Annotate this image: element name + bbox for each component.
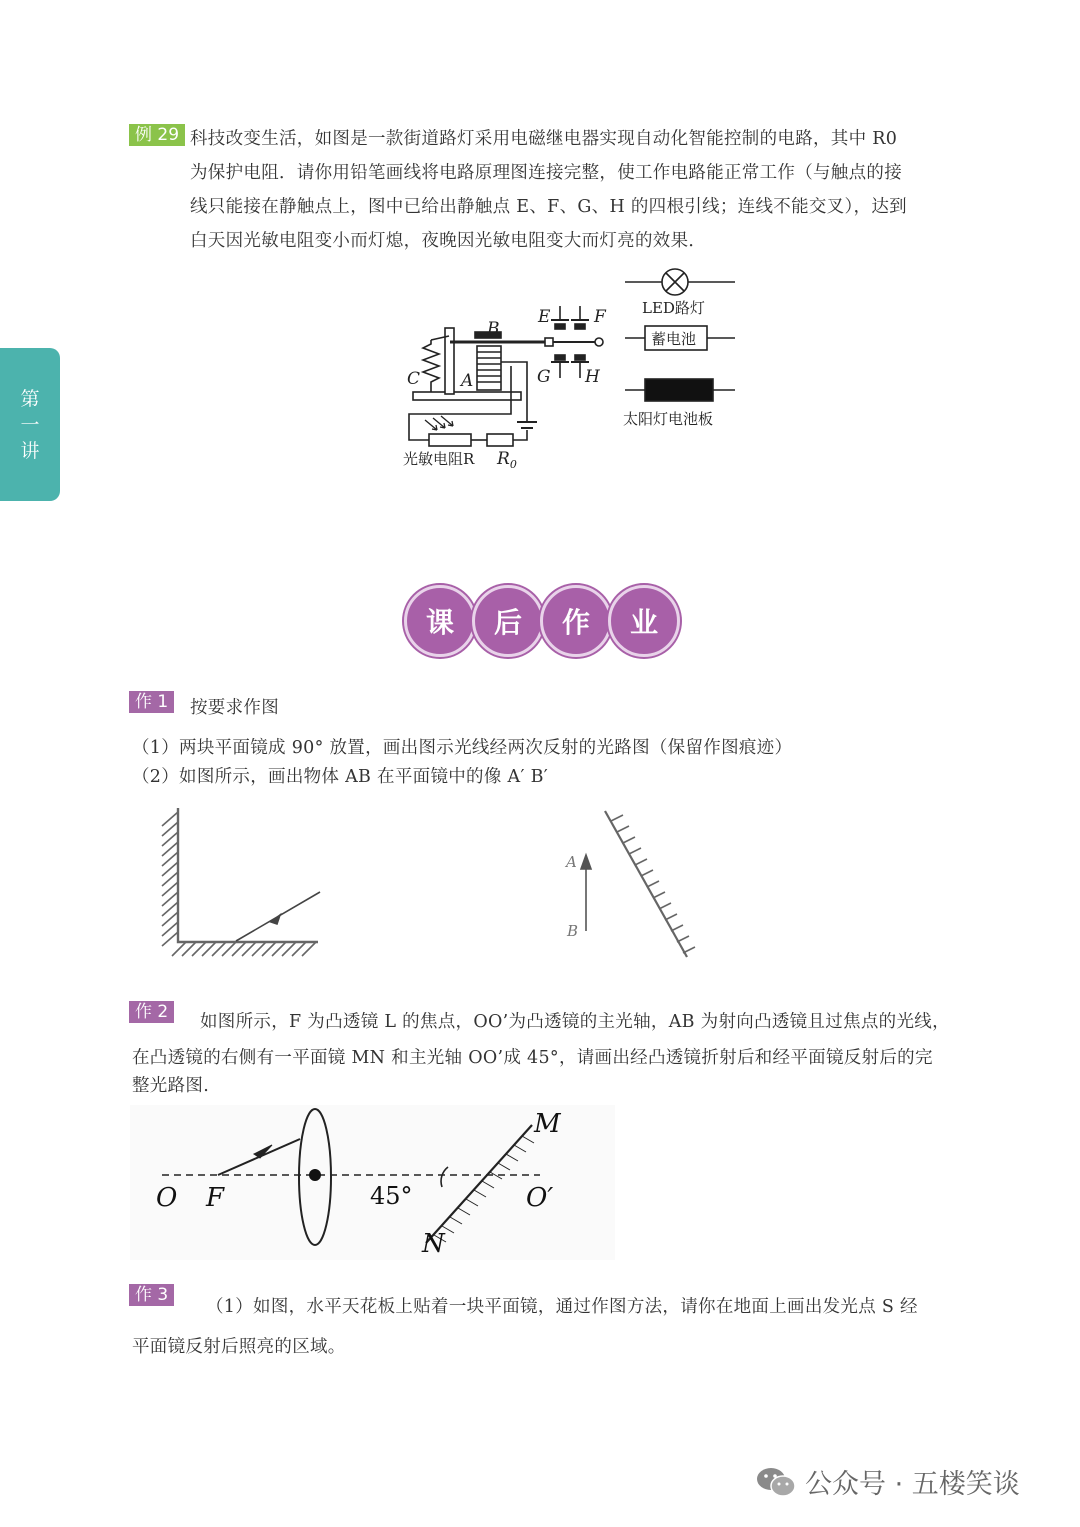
watermark-text: 公众号 · 五楼笑谈 xyxy=(805,1469,1020,1500)
example29-text xyxy=(190,122,907,258)
hw2-badge: 作 2 xyxy=(129,1001,174,1023)
side-tab-char: 一 xyxy=(20,413,40,436)
side-chapter-tab xyxy=(0,348,60,501)
text-line: 为保护电阻．请你用铅笔画线将电路原理图连接完整，使工作电路能正常工作（与触点的接 xyxy=(190,163,902,183)
text-line: （2）如图所示，画出物体 AB 在平面镜中的像 A′ B′ xyxy=(132,767,549,787)
example-badge: 例 29 xyxy=(129,124,185,146)
text-line: 白天因光敏电阻变小而灯熄，夜晚因光敏电阻变大而灯亮的效果． xyxy=(190,231,707,251)
text-line: （1）两块平面镜成 90° 放置，画出图示光线经两次反射的光路图（保留作图痕迹） xyxy=(132,738,793,758)
text-line: 线只能接在静触点上，图中已给出静触点 E、F、G、H 的四根引线；连线不能交叉），达到 xyxy=(190,197,907,217)
led-label: LED路灯 xyxy=(642,299,705,317)
label-45-degrees: 45° xyxy=(370,1182,413,1210)
relay-circuit-figure xyxy=(395,262,745,477)
banner-char: 课 xyxy=(404,585,476,657)
side-tab-char: 第 xyxy=(20,387,40,410)
hw3-text xyxy=(132,1287,918,1367)
hw1-items xyxy=(132,734,792,792)
inclined-mirror-figure xyxy=(555,805,700,965)
text-line: 如图所示，F 为凸透镜 L 的焦点，OO’为凸透镜的主光轴，AB 为射向凸透镜且过焦点的光线， xyxy=(200,1012,950,1032)
label-H: H xyxy=(585,367,600,387)
label-O: O xyxy=(156,1183,178,1213)
label-A: A xyxy=(566,853,577,871)
hw1-title: 按要求作图 xyxy=(190,698,279,718)
battery-label: 蓄电池 xyxy=(651,330,697,348)
hw2-text xyxy=(132,1004,950,1104)
hw1-badge: 作 1 xyxy=(129,691,174,713)
banner-char: 后 xyxy=(472,585,544,657)
label-B: B xyxy=(567,922,579,940)
banner-char: 作 xyxy=(540,585,612,657)
label-A: A xyxy=(461,371,474,391)
banner-char: 业 xyxy=(608,585,680,657)
hw3-badge: 作 3 xyxy=(129,1284,174,1306)
text-line: （1）如图，水平天花板上贴着一块平面镜，通过作图方法，请你在地面上画出发光点 S 经 xyxy=(206,1297,918,1317)
label-B: B xyxy=(487,319,500,339)
perpendicular-mirrors-figure xyxy=(150,800,330,965)
text-line: 在凸透镜的右侧有一平面镜 MN 和主光轴 OO’成 45°，请画出经凸透镜折射后和经平面镜反射后的完 xyxy=(132,1048,933,1068)
label-N: N xyxy=(422,1229,445,1259)
wechat-icon xyxy=(755,1465,797,1499)
lens-mirror-figure xyxy=(130,1105,615,1260)
label-F: F xyxy=(594,307,606,327)
label-O-prime: O′ xyxy=(526,1183,554,1213)
label-E: E xyxy=(538,307,551,327)
text-line: 科技改变生活，如图是一款街道路灯采用电磁继电器实现自动化智能控制的电路，其中 R0 xyxy=(190,129,898,149)
text-line: 平面镜反射后照亮的区域。 xyxy=(132,1337,346,1357)
solar-panel-label: 太阳灯电池板 xyxy=(623,410,714,428)
wechat-watermark xyxy=(755,1462,1020,1501)
label-F: F xyxy=(206,1183,225,1213)
label-M: M xyxy=(534,1109,561,1139)
text-line: 整光路图. xyxy=(132,1076,210,1096)
photoresistor-label: 光敏电阻R xyxy=(403,450,475,468)
side-tab-char: 讲 xyxy=(20,439,40,462)
label-G: G xyxy=(537,367,551,387)
label-C: C xyxy=(407,369,421,389)
label-R0: $R_0$ xyxy=(497,449,517,471)
